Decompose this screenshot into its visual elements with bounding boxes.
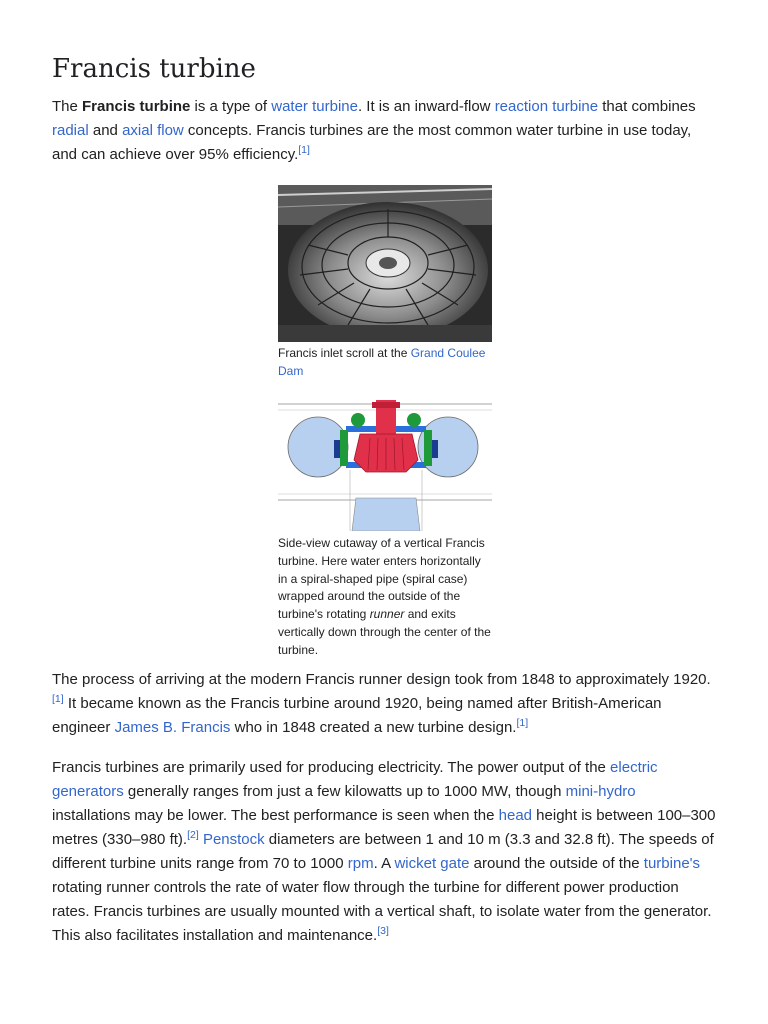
cutaway-diagram[interactable] — [278, 400, 492, 531]
intro-text-3: . It is an inward-flow — [357, 98, 495, 115]
link-penstock[interactable]: Penstock — [202, 831, 265, 848]
para3-text-6: . A — [373, 855, 395, 872]
link-radial[interactable]: radial — [52, 122, 89, 139]
para3-text-4: height is between 100–300 metres (330–980 ft). — [52, 807, 716, 848]
intro-text-5: and — [88, 122, 123, 139]
figure1-caption — [278, 345, 492, 381]
intro-text-6: concepts. Francis turbines are the most common water turbine in use today, and can achieve over 95% efficiency. — [52, 122, 692, 163]
intro-text-4: that combines — [598, 98, 696, 115]
para2-text-3: who in 1848 created a new turbine design. — [230, 719, 517, 736]
intro-bold-term: Francis turbine — [82, 98, 191, 115]
link-head[interactable]: head — [498, 807, 533, 824]
article — [52, 0, 718, 944]
figure2-caption-text-2: and exits vertically down through the center of the turbine. — [278, 607, 491, 657]
figure2-caption-text: Side-view cutaway of a vertical Francis turbine. Here water enters horizontally in a spiral-shaped pipe (spiral case) wrapped around the outside of the turbine's rotating — [278, 536, 485, 622]
citation-3[interactable]: [3] — [377, 925, 389, 937]
link-axial-flow[interactable]: axial flow — [122, 122, 184, 139]
intro-paragraph — [52, 95, 718, 167]
para3-text-7: around the outside of the — [469, 855, 644, 872]
link-water-turbine[interactable]: water turbine — [271, 98, 358, 115]
link-grand-coulee-dam[interactable]: Grand Coulee Dam — [278, 346, 486, 378]
figure-side-view-cutaway — [278, 400, 492, 660]
link-reaction-turbine[interactable]: reaction turbine — [494, 98, 599, 115]
citation-1[interactable]: [1] — [298, 144, 310, 156]
citation-1[interactable]: [1] — [52, 693, 64, 705]
intro-text-1: The — [52, 98, 83, 115]
page-title: Francis turbine — [52, 54, 256, 84]
link-rpm[interactable]: rpm — [347, 855, 374, 872]
para3-text-8: rotating runner controls the rate of water flow through the turbine for different power production rates. Francis turbines are usually mounted with a vertical shaft, to isolate water from the generator. This also facilitates installation and maintenance. — [52, 879, 712, 944]
intro-text-2: is a type of — [190, 98, 272, 115]
figure2-caption-italic: runner — [369, 607, 405, 622]
para2-text-2: It became known as the Francis turbine around 1920, being named after British-American engineer — [52, 695, 662, 736]
link-wicket-gate[interactable]: wicket gate — [394, 855, 470, 872]
citation-2[interactable]: [2] — [187, 829, 199, 841]
para3-text-2: generally ranges from just a few kilowatts up to 1000 MW, though — [123, 783, 566, 800]
para3-text-3: installations may be lower. The best performance is seen when the — [52, 807, 499, 824]
link-james-b-francis[interactable]: James B. Francis — [114, 719, 231, 736]
history-paragraph — [52, 668, 718, 740]
inlet-scroll-photo[interactable] — [278, 185, 492, 342]
figure-inlet-scroll — [278, 185, 492, 381]
citation-1[interactable]: [1] — [516, 717, 529, 729]
link-electric-generators[interactable]: electric generators — [52, 759, 658, 800]
figure1-caption-text: Francis inlet scroll at the — [278, 346, 411, 360]
figure2-caption — [278, 535, 492, 660]
para3-text-1: Francis turbines are primarily used for producing electricity. The power output of the — [52, 759, 611, 776]
link-mini-hydro[interactable]: mini-hydro — [565, 783, 636, 800]
para3-text-5: diameters are between 1 and 10 m (3.3 and 32.8 ft). The speeds of different turbine units range from 70 to 1000 — [52, 831, 714, 872]
para2-text-1: The process of arriving at the modern Francis runner design took from 1848 to approximately 1920. — [52, 671, 711, 688]
usage-paragraph — [52, 756, 718, 948]
link-turbines[interactable]: turbine's — [643, 855, 701, 872]
